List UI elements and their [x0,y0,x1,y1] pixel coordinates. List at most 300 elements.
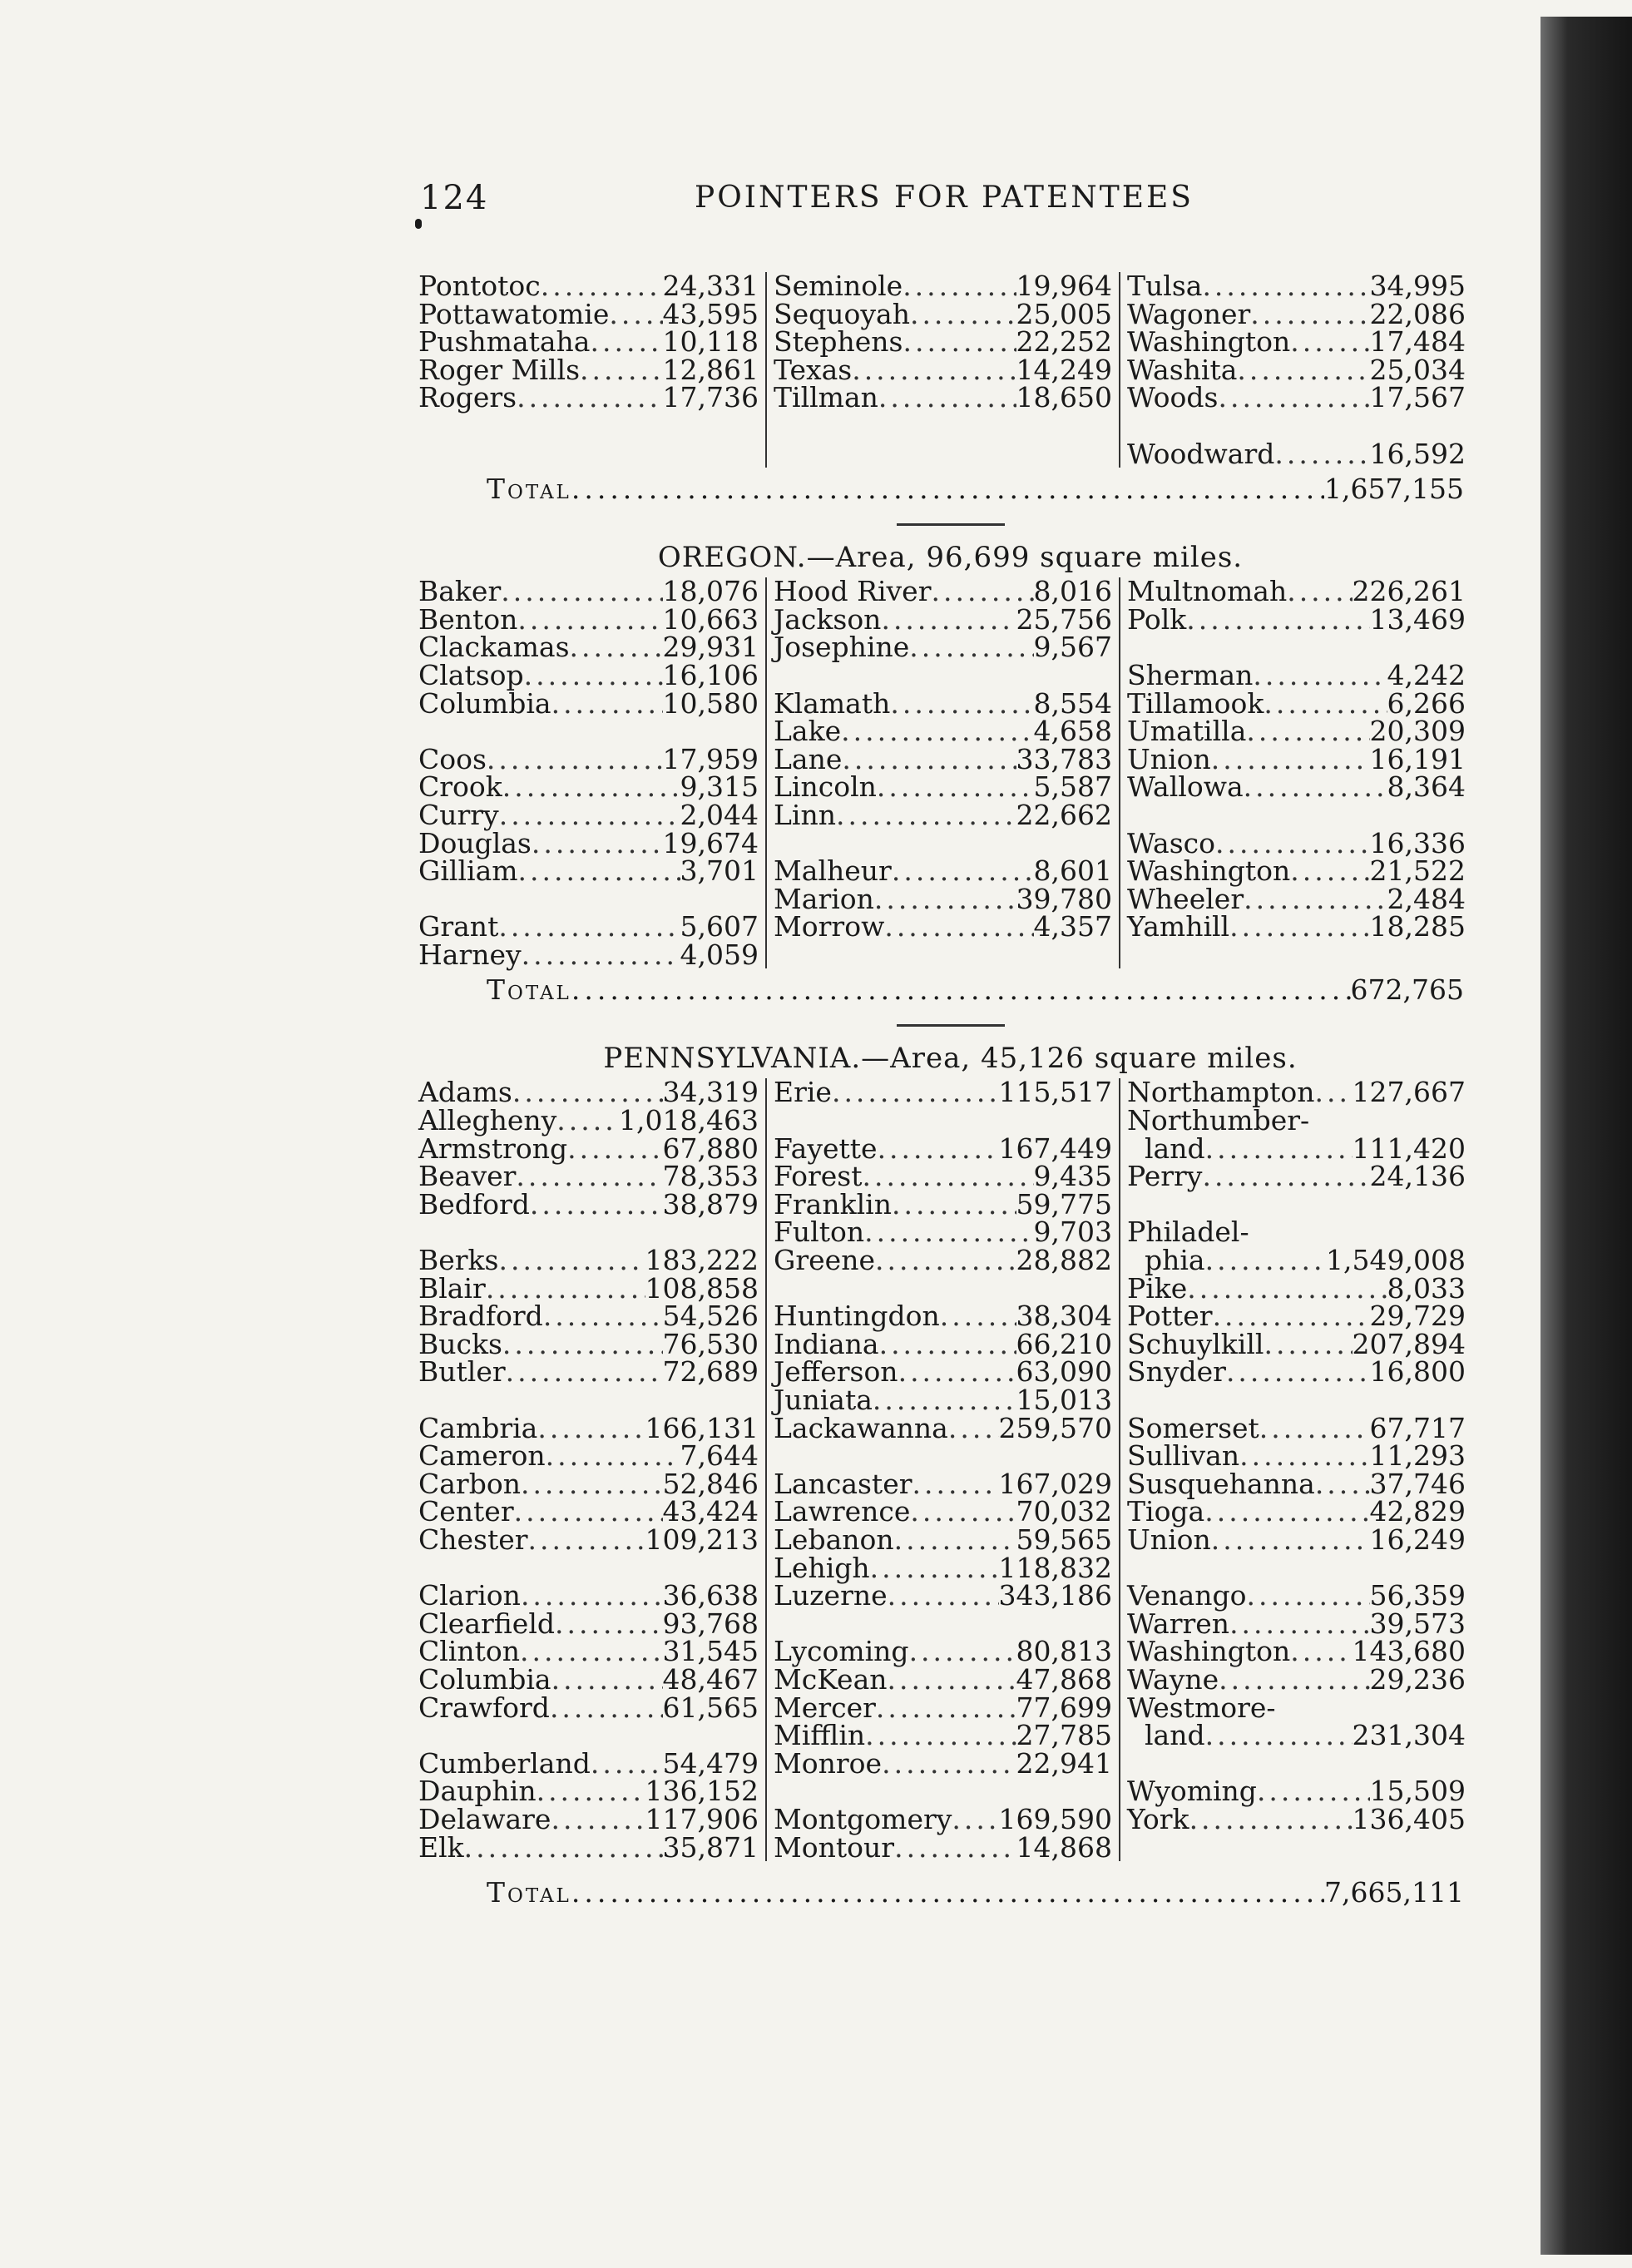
county-column [1119,272,1472,468]
county-population: 18,650 [1016,381,1112,414]
total-row [412,973,1472,1006]
bullet-mark [415,219,422,229]
page-edge-shadow [1541,17,1632,2255]
county-row [774,1830,1112,1864]
county-row [418,658,759,691]
county-row [1127,658,1466,691]
county-name: Lycoming [774,1635,909,1668]
county-row [774,910,1112,943]
county-row [774,1637,1112,1666]
county-name: Wallowa [1127,770,1244,804]
county-name: Allegheny [418,1104,557,1137]
county-name: Wyoming [1127,1775,1257,1808]
county-population: 10,580 [662,686,759,720]
county-name: Crook [418,770,502,804]
county-row [774,798,1112,831]
county-row [774,1187,1112,1221]
county-population: 16,249 [1369,1523,1466,1556]
county-name: Cambria [418,1411,538,1444]
county-row [418,1637,759,1666]
county-name: Harney [418,938,522,971]
county-row [1127,742,1466,775]
county-name: Wayne [1127,1662,1219,1696]
county-row [774,1746,1112,1780]
county-population: 109,213 [645,1523,759,1556]
county-row [1127,1411,1466,1444]
county-population: 19,964 [1016,270,1112,302]
county-population: 15,509 [1369,1775,1466,1808]
county-name: Tulsa [1127,270,1203,302]
county-row [1127,1246,1466,1275]
county-population: 42,829 [1369,1495,1466,1528]
county-population: 56,359 [1369,1579,1466,1612]
county-name: Westmore- [1127,1691,1276,1724]
blank-row [1127,1750,1466,1778]
county-population: 18,076 [662,575,759,608]
county-row [418,770,759,804]
county-name: Lincoln [774,770,877,804]
county-population: 29,236 [1369,1662,1466,1696]
county-population: 9,435 [1033,1160,1112,1193]
county-population: 38,304 [1016,1300,1112,1333]
county-name: Lackawanna [774,1411,948,1444]
county-row [774,1467,1112,1500]
county-row [1127,297,1466,330]
county-population: 14,249 [1016,353,1112,386]
blank-row [774,1442,1112,1470]
county-population: 34,995 [1369,270,1466,302]
county-population: 93,768 [662,1607,759,1640]
county-row [1127,381,1466,414]
county-row [1127,1637,1466,1666]
county-name: Pushmataha [418,325,591,359]
county-population: 3,701 [680,854,759,888]
county-population: 259,570 [998,1411,1112,1444]
county-population: 9,703 [1033,1216,1112,1249]
blank-row [1127,1386,1466,1414]
total-value: 1,657,155 [1324,473,1464,506]
county-name: Butler [418,1355,506,1389]
county-name: Philadel- [1127,1216,1249,1249]
county-population: 59,565 [1016,1523,1112,1556]
county-row [418,1187,759,1221]
county-name: Fayette [774,1132,878,1165]
county-name: Texas [774,353,853,386]
county-name: Grant [418,910,499,943]
county-population: 54,479 [662,1746,759,1780]
county-population: 16,592 [1369,437,1466,470]
county-row [418,1523,759,1556]
county-name: Klamath [774,686,891,720]
county-population: 38,879 [662,1187,759,1221]
county-column [1119,577,1472,968]
county-row [774,686,1112,720]
county-population: 77,699 [1016,1691,1112,1724]
county-name: Venango [1127,1579,1247,1612]
county-name: Rogers [418,381,517,414]
county-name: Clearfield [418,1607,556,1640]
county-name: Greene [774,1244,875,1277]
blank-row [418,1554,759,1582]
county-population: 17,736 [662,381,759,414]
total-label: Total [487,473,571,506]
county-population: 43,595 [662,297,759,330]
county-row [774,1078,1112,1107]
county-population: 39,780 [1016,882,1112,915]
county-name: Washington [1127,1635,1291,1668]
county-population: 2,484 [1387,882,1466,915]
county-population: 34,319 [662,1076,759,1109]
county-row [418,854,759,888]
county-name: Perry [1127,1160,1203,1193]
county-name: Crawford [418,1691,550,1724]
total-row [412,1876,1472,1909]
county-row [418,1495,759,1528]
county-name: Hood River [774,575,932,608]
county-name: Woodward [1127,437,1275,470]
county-row [418,381,759,414]
county-name: Armstrong [418,1132,568,1165]
county-name: Wagoner [1127,297,1251,330]
county-population: 343,186 [998,1579,1112,1612]
county-row [418,1246,759,1275]
county-population: 36,638 [662,1579,759,1612]
county-row [418,742,759,775]
county-population: 20,309 [1369,715,1466,748]
county-population: 118,832 [998,1551,1112,1584]
county-population: 8,601 [1033,854,1112,888]
county-name: Mercer [774,1691,876,1724]
county-name: Wasco [1127,826,1216,859]
county-row [418,938,759,971]
county-population: 16,800 [1369,1355,1466,1389]
county-population: 9,567 [1033,631,1112,664]
county-name: Schuylkill [1127,1327,1264,1360]
total-value: 672,765 [1350,973,1464,1007]
county-population: 13,469 [1369,602,1466,636]
county-row [1127,686,1466,720]
county-row [418,826,759,859]
page-number: 124 [420,179,489,217]
county-row [418,325,759,359]
county-population: 167,449 [998,1132,1112,1165]
county-row [1127,1162,1466,1191]
county-name: phia [1127,1244,1205,1277]
county-population: 108,858 [645,1271,759,1305]
county-row [1127,1495,1466,1528]
total-value: 7,665,111 [1324,1876,1464,1909]
county-row [418,1802,759,1835]
county-name: Center [418,1495,514,1528]
county-name: Union [1127,1523,1211,1556]
county-row [1127,1355,1466,1389]
county-row [418,1104,759,1137]
county-population: 8,033 [1387,1271,1466,1305]
county-name: Woods [1127,381,1219,414]
blank-row [774,1107,1112,1135]
county-row [774,1132,1112,1165]
page-header [412,179,1489,229]
county-row [1127,1579,1466,1612]
county-column [765,272,1119,468]
county-name: Northampton [1127,1076,1315,1109]
county-row [418,798,759,831]
section-divider [897,523,1005,526]
county-row [418,1162,759,1191]
county-row [1127,353,1466,386]
county-row [1127,577,1466,606]
county-population: 1,549,008 [1326,1244,1466,1277]
county-row [1127,715,1466,748]
county-row [1127,1216,1466,1249]
county-name: Montgomery [774,1802,952,1835]
county-population: 29,729 [1369,1300,1466,1333]
county-name: Linn [774,798,836,831]
county-name: Monroe [774,1746,883,1780]
county-population: 28,882 [1016,1244,1112,1277]
county-name: Potter [1127,1300,1213,1333]
county-row [418,1078,759,1107]
county-row [774,1327,1112,1360]
county-population: 22,252 [1016,325,1112,359]
county-row [774,715,1112,748]
county-population: 76,530 [662,1327,759,1360]
county-name: Tillamook [1127,686,1264,720]
county-row [774,1691,1112,1724]
blank-row [774,661,1112,690]
blank-row [774,1610,1112,1638]
county-row [1127,1607,1466,1640]
county-name: Josephine [774,631,910,664]
county-row [774,854,1112,888]
county-row [1127,882,1466,915]
county-population: 47,868 [1016,1662,1112,1696]
county-row [418,1746,759,1780]
county-name: Dauphin [418,1775,537,1808]
county-row [774,1162,1112,1191]
county-name: Wheeler [1127,882,1244,915]
county-name: Jefferson [774,1355,898,1389]
county-population: 33,783 [1016,742,1112,775]
county-row [774,1802,1112,1835]
county-name: Lancaster [774,1467,912,1500]
county-row [418,1775,759,1808]
county-row [1127,826,1466,859]
county-name: Benton [418,602,518,636]
county-population: 54,526 [662,1300,759,1333]
county-population: 143,680 [1352,1635,1466,1668]
blank-row [774,829,1112,858]
county-population: 35,871 [662,1830,759,1864]
county-name: Clinton [418,1635,520,1668]
county-name: Marion [774,882,874,915]
county-name: Susquehanna [1127,1467,1315,1500]
county-row [774,1579,1112,1612]
county-name: Lake [774,715,842,748]
county-row [1127,910,1466,943]
county-row [1127,1721,1466,1750]
oklahoma-section [412,272,1489,505]
county-population: 78,353 [662,1160,759,1193]
county-row [418,1132,759,1165]
county-population: 17,959 [662,742,759,775]
county-name: McKean [774,1662,888,1696]
county-population: 25,005 [1016,297,1112,330]
county-name: Malheur [774,854,892,888]
county-population: 115,517 [998,1076,1112,1109]
county-row [774,770,1112,804]
county-population: 17,484 [1369,325,1466,359]
blank-row [1127,633,1466,661]
county-row [774,602,1112,636]
county-row [774,1551,1112,1584]
county-row [1127,1300,1466,1333]
county-column [412,575,765,971]
county-population: 22,086 [1369,297,1466,330]
county-population: 24,136 [1369,1160,1466,1193]
county-row [1127,1327,1466,1360]
county-name: Clackamas [418,631,570,664]
county-population: 22,941 [1016,1746,1112,1780]
county-name: Bradford [418,1300,543,1333]
county-row [418,910,759,943]
county-population: 66,210 [1016,1327,1112,1360]
county-name: Fulton [774,1216,865,1249]
county-population: 67,880 [662,1132,759,1165]
county-population: 8,554 [1033,686,1112,720]
county-name: Juniata [774,1384,873,1416]
county-row [418,1439,759,1473]
county-name: Forest [774,1160,863,1193]
county-name: Clarion [418,1579,521,1612]
county-population: 27,785 [1016,1719,1112,1752]
county-population: 136,152 [645,1775,759,1808]
county-population: 59,775 [1016,1187,1112,1221]
county-row [1127,272,1466,300]
county-population: 43,424 [662,1495,759,1528]
county-population: 111,420 [1352,1132,1466,1165]
county-row [1127,1078,1466,1107]
county-population: 12,861 [662,353,759,386]
county-row [418,1691,759,1724]
county-population: 183,222 [645,1244,759,1277]
county-population: 136,405 [1352,1802,1466,1835]
county-name: Roger Mills [418,353,581,386]
county-row [418,1355,759,1389]
county-row [418,1327,759,1360]
county-name: Warren [1127,1607,1230,1640]
county-row [1127,1691,1466,1724]
county-population: 16,191 [1369,742,1466,775]
county-name: Lawrence [774,1495,911,1528]
county-row [774,1495,1112,1528]
county-population: 169,590 [998,1802,1112,1835]
county-name: Lebanon [774,1523,894,1556]
county-columns [412,272,1472,468]
county-population: 166,131 [645,1411,759,1444]
county-row [1127,325,1466,359]
county-population: 4,658 [1033,715,1112,748]
county-row [774,1721,1112,1750]
county-name: Jackson [774,602,882,636]
county-population: 117,906 [645,1802,759,1835]
county-name: Cameron [418,1439,546,1473]
county-population: 17,567 [1369,381,1466,414]
county-population: 21,522 [1369,854,1466,888]
county-population: 72,689 [662,1355,759,1389]
county-population: 37,746 [1369,1467,1466,1500]
page [412,179,1489,1909]
county-population: 10,663 [662,602,759,636]
county-name: Morrow [774,910,885,943]
county-row [1127,1271,1466,1305]
county-row [1127,770,1466,804]
county-name: Clatsop [418,658,524,691]
blank-row [418,717,759,745]
blank-row [418,1386,759,1414]
county-name: Seminole [774,270,903,302]
county-population: 48,467 [662,1662,759,1696]
blank-row [1127,1554,1466,1582]
county-name: York [1127,1802,1189,1835]
county-row [1127,1802,1466,1835]
county-row [774,353,1112,386]
county-population: 70,032 [1016,1495,1112,1528]
county-row [418,1411,759,1444]
county-population: 67,717 [1369,1411,1466,1444]
county-row [1127,1439,1466,1473]
section-title: PENNSYLVANIA.—Area, 45,126 square miles. [603,1042,1298,1076]
county-population: 39,573 [1369,1607,1466,1640]
county-population: 11,293 [1369,1439,1466,1473]
blank-row [774,1777,1112,1805]
county-name: Tioga [1127,1495,1205,1528]
blank-row [1127,801,1466,829]
county-population: 167,029 [998,1467,1112,1500]
county-population: 63,090 [1016,1355,1112,1389]
county-population: 127,667 [1352,1076,1466,1109]
county-row [418,1830,759,1864]
county-name: Indiana [774,1327,879,1360]
county-name: Polk [1127,602,1187,636]
blank-row [774,1275,1112,1303]
county-row [1127,602,1466,636]
county-name: Washington [1127,325,1291,359]
county-name: Northumber- [1127,1104,1310,1137]
county-population: 5,587 [1033,770,1112,804]
county-name: Gilliam [418,854,518,888]
county-population: 2,044 [680,798,759,831]
county-column [1119,1078,1472,1861]
county-row [774,1355,1112,1389]
county-name: Umatilla [1127,715,1247,748]
blank-row [418,1218,759,1246]
county-row [774,742,1112,775]
county-row [418,1300,759,1333]
county-population: 7,644 [680,1439,759,1473]
county-name: Columbia [418,686,551,720]
county-name: Washington [1127,854,1291,888]
county-name: Tillman [774,381,878,414]
blank-row [1127,1191,1466,1219]
county-population: 24,331 [662,270,759,302]
county-name: Mifflin [774,1719,866,1752]
county-row [418,1579,759,1612]
county-population: 231,304 [1352,1719,1466,1752]
county-population: 22,662 [1016,798,1112,831]
county-population: 4,242 [1387,658,1466,691]
county-row [774,1300,1112,1333]
